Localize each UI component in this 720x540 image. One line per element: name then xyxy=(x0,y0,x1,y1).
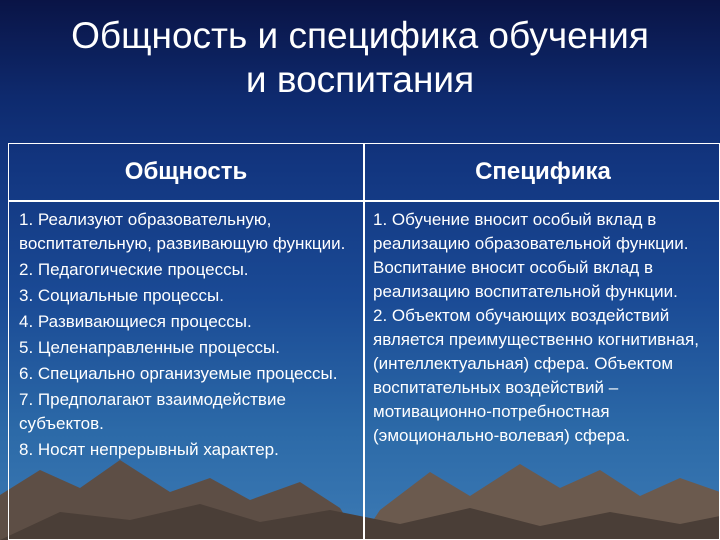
commonality-item: 8. Носят непрерывный характер. xyxy=(19,440,279,459)
slide-title xyxy=(0,14,720,102)
header-divider xyxy=(9,200,719,202)
commonality-cell xyxy=(19,208,355,464)
commonality-item: 3. Социальные процессы. xyxy=(19,286,224,305)
commonality-item: 2. Педагогические процессы. xyxy=(19,260,249,279)
slide-title-line-1: Общность и специфика обучения xyxy=(71,15,649,56)
comparison-table xyxy=(8,143,720,540)
commonality-item: 1. Реализуют образовательную, воспитательную, развивающую функции. xyxy=(19,210,346,253)
specificity-item: 1. Обучение вносит особый вклад в реализацию образовательной функции. Воспитание вносит особый вклад в реализацию воспитательной функции. xyxy=(373,210,689,301)
column-divider xyxy=(363,144,365,539)
commonality-item: 7. Предполагают взаимодействие субъектов. xyxy=(19,390,286,433)
commonality-item: 5. Целенаправленные процессы. xyxy=(19,338,280,357)
commonality-item: 4. Развивающиеся процессы. xyxy=(19,312,252,331)
header-specificity: Специфика xyxy=(475,158,611,185)
header-commonality: Общность xyxy=(124,158,248,185)
commonality-item: 6. Специально организуемые процессы. xyxy=(19,364,338,383)
specificity-item: 2. Объектом обучающих воздействий является преимущественно когнитивная, (интеллектуальная) сфера. Объектом воспитательных воздействий – мотивационно-потребностная (эмоционально-волевая) сфера. xyxy=(373,306,699,445)
slide-title-line-2: и воспитания xyxy=(245,59,475,100)
specificity-cell xyxy=(373,208,715,448)
